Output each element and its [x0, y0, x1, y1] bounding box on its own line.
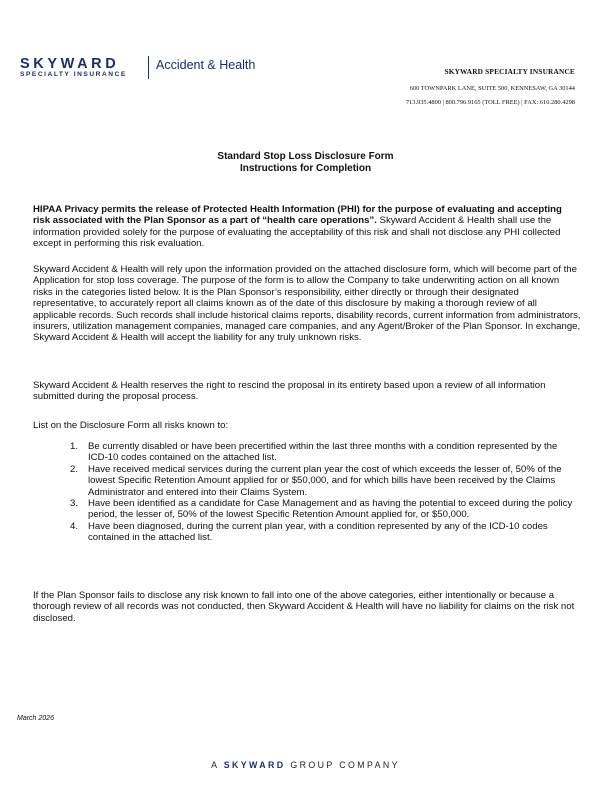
hipaa-bold-text: HIPAA Privacy permits the release of Protected Health Information (PHI) for the purpose of evaluating and accepting risk associated with the Plan Sponsor as a part of “health care operations”.: [33, 204, 562, 227]
list-item: [70, 521, 576, 544]
hipaa-paragraph: [33, 204, 581, 250]
address-street: 600 TOWNPARK LANE, SUITE 500, KENNESAW, GA 30144: [409, 85, 575, 92]
company-address: [406, 67, 575, 113]
list-intro: List on the Disclosure Form all risks known to:: [33, 420, 229, 431]
list-item-text: Have received medical services during the current plan year the cost of which exceeds the lesser of, 50% of the lowest Specific Retention Amount applied for or $50,000, and for which bills have been received by the Claims Administrator and entered into their Claims System.: [88, 463, 562, 498]
closing-paragraph: If the Plan Sponsor fails to disclose any risk known to fall into one of the above categories, either intentionally or because a thorough review of all records was not conducted, then Skyward Accident & Health will have no liability for claims on the risk not disclosed.: [33, 590, 575, 624]
logo-division: Accident & Health: [156, 58, 256, 72]
footer-prefix: A: [211, 760, 224, 770]
list-item-text: Have been diagnosed, during the current plan year, with a condition represented by any of the ICD-10 codes contained in the attached list.: [88, 520, 548, 544]
list-item: [70, 498, 576, 521]
list-item-number: 4.: [70, 520, 79, 532]
address-phones: 713.935.4800 | 800.796.9165 (TOLL FREE) | FAX: 610.280.4298: [405, 99, 575, 106]
footer-tagline: [0, 760, 611, 770]
logo-subtitle: SPECIALTY INSURANCE: [20, 71, 127, 78]
footer-brand: SKYWARD: [223, 760, 286, 770]
reliance-paragraph: Skyward Accident & Health will rely upon the information provided on the attached disclosure form, which will become part of the Application for stop loss coverage. The purpose of the form is to allow the Company to take underwriting action on all known risks in the categories listed below. It is the Plan Sponsor’s responsibility, either directly or through their designated representative, to accurately report all claims known as of the date of this disclosure by making a thorough review of all applicable records. Such records shall include historical claims reports, disability records, current information from administrators, insurers, utilization management companies, managed care companies, and any Agent/Broker of the Plan Sponsor. In exchange, Skyward Accident & Health will accept the liability for any truly unknown risks.: [33, 264, 581, 344]
hipaa-text: Skyward Accident & Health shall use the information provided solely for the purpose of evaluating the acceptability of this risk and shall not disclose any PHI collected except in performing this risk evaluation.: [33, 215, 561, 250]
list-item-text: Be currently disabled or have been precertified within the last three months with a condition represented by the ICD-10 codes contained on the attached list.: [88, 441, 558, 464]
address-company: SKYWARD SPECIALTY INSURANCE: [444, 67, 575, 76]
list-item: [70, 464, 576, 498]
list-item-text: Have been identified as a candidate for Case Management and as having the potential to exceed during the policy period, the lesser of, 50% of the lowest Specific Retention Amount applied for, or $50,000.: [88, 498, 573, 521]
logo-divider: [148, 56, 149, 79]
footer-suffix: GROUP COMPANY: [285, 760, 400, 770]
logo-brand: SKYWARD: [20, 56, 120, 72]
list-item-number: 1.: [70, 441, 79, 452]
title-line-2: Instructions for Completion: [239, 163, 372, 174]
list-item: [70, 441, 576, 464]
document-date: March 2026: [17, 715, 54, 722]
rescind-paragraph: Skyward Accident & Health reserves the right to rescind the proposal in its entirety based upon a review of all information submitted during the proposal process.: [33, 380, 546, 403]
list-item-number: 3.: [70, 498, 79, 510]
risk-list: [70, 441, 576, 544]
title-line-1: Standard Stop Loss Disclosure Form: [217, 151, 394, 162]
list-item-number: 2.: [70, 463, 79, 475]
document-title: [0, 151, 611, 175]
